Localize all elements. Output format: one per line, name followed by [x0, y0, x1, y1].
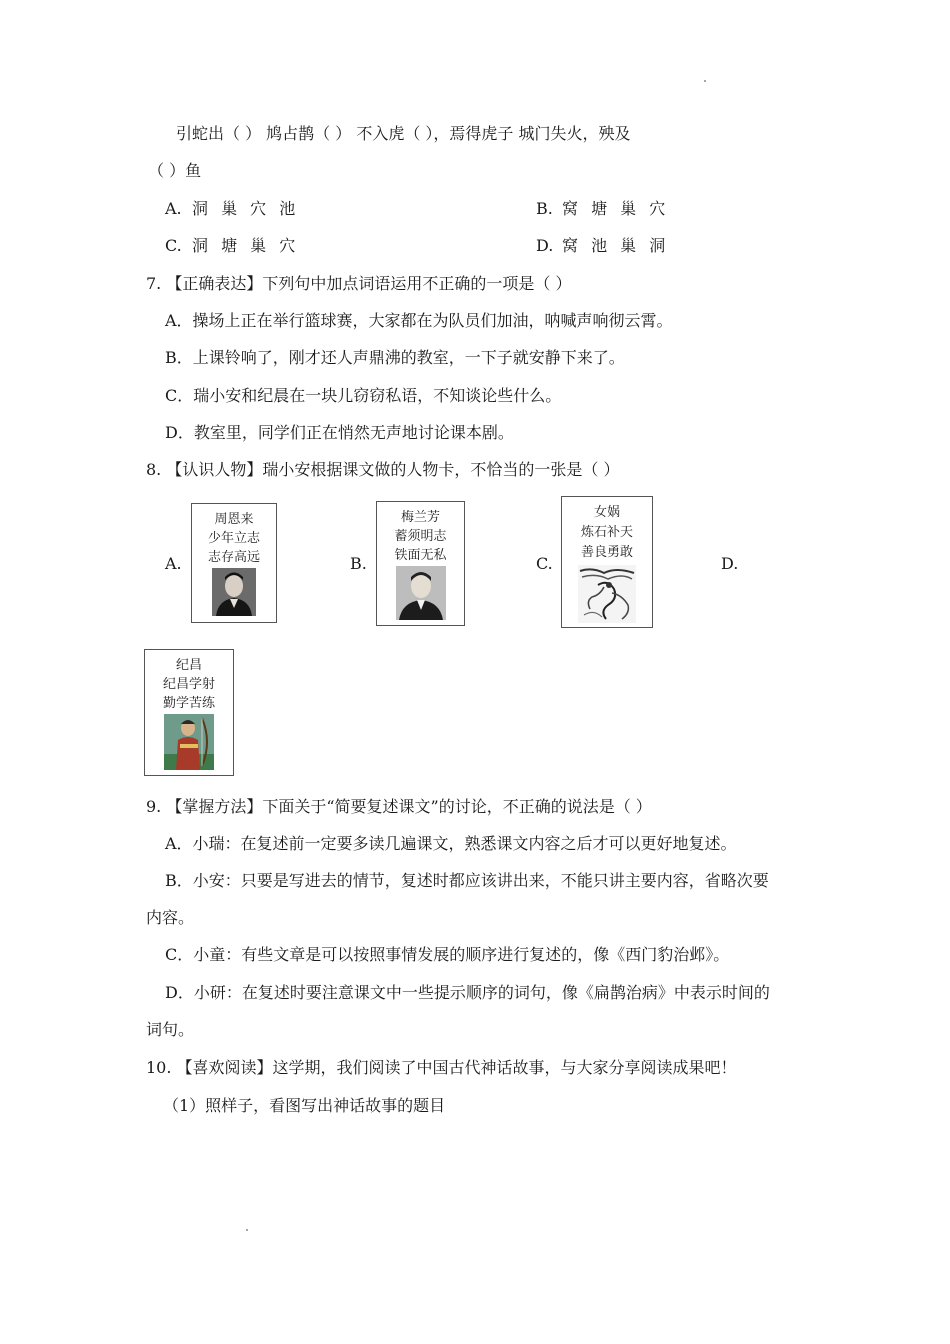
q10-stem: 10. 【喜欢阅读】这学期，我们阅读了中国古代神话故事，与大家分享阅读成果吧！	[146, 1058, 737, 1077]
q7-option-c: C．瑞小安和纪晨在一块儿窃窃私语，不知谈论些什么。	[165, 386, 562, 405]
card-c-line2: 炼石补天	[580, 525, 633, 540]
card-d-name: 纪昌	[175, 658, 202, 673]
q6-option-c-text: 洞 塘 巢 穴	[192, 236, 296, 255]
portrait-zhou-enlai-image	[212, 568, 256, 616]
q7-option-a: A．操场上正在举行篮球赛，大家都在为队员们加油，呐喊声响彻云霄。	[165, 311, 673, 330]
card-c-name: 女娲	[593, 505, 620, 520]
q8-option-d-label: D.	[721, 554, 739, 573]
q7-stem: 7. 【正确表达】下列句中加点词语运用不正确的一项是（ ）	[146, 274, 572, 293]
q7-option-b: B．上课铃响了，刚才还人声鼎沸的教室，一下子就安静下来了。	[165, 348, 625, 367]
illustration-nuwa-image	[578, 565, 636, 623]
card-a-name: 周恩来	[214, 512, 254, 527]
portrait-mei-lanfang-image	[396, 566, 446, 620]
q8-option-b-label: B.	[350, 554, 367, 573]
card-b-name: 梅兰芳	[400, 510, 440, 525]
card-a-line3: 志存高远	[207, 550, 260, 565]
q9-option-b-line2: 内容。	[146, 908, 195, 927]
q7-option-d: D．教室里，同学们正在悄然无声地讨论课本剧。	[165, 423, 514, 442]
page-mark-bottom	[246, 1229, 248, 1231]
card-d-line3: 勤学苦练	[162, 696, 215, 711]
q9-stem: 9. 【掌握方法】下面关于“简要复述课文”的讨论，不正确的说法是（ ）	[146, 797, 652, 816]
q9-option-b-line1: B．小安：只要是写进去的情节，复述时都应该讲出来，不能只讲主要内容，省略次要	[165, 871, 769, 890]
card-d-line2: 纪昌学射	[162, 677, 215, 692]
q9-option-d-line1: D．小研：在复述时要注意课文中一些提示顺序的词句，像《扁鹊治病》中表示时间的	[165, 983, 770, 1002]
q6-option-c-label: C.	[165, 236, 182, 255]
q6-option-d-text: 窝 池 巢 洞	[562, 236, 666, 255]
card-a-line2: 少年立志	[207, 531, 260, 546]
illustration-jichang-image	[164, 714, 214, 770]
card-b-line3: 铁面无私	[394, 548, 447, 563]
page-mark-top	[704, 80, 706, 82]
q6-line1: 引蛇出（ ） 鸠占鹊（ ） 不入虎（ ），焉得虎子 城门失火，殃及	[176, 124, 631, 143]
q10-sub1: （1）照样子，看图写出神话故事的题目	[163, 1096, 446, 1115]
q6-option-d-label: D.	[536, 236, 554, 255]
q6-option-b-label: B.	[536, 199, 553, 218]
person-card-a	[191, 503, 277, 623]
q8-option-c-label: C.	[536, 554, 553, 573]
q9-option-c: C．小童：有些文章是可以按照事情发展的顺序进行复述的，像《西门豹治邺》。	[165, 945, 730, 964]
q6-option-a-text: 洞 巢 穴 池	[192, 199, 296, 218]
card-c-line3: 善良勇敢	[580, 545, 633, 560]
q9-option-d-line2: 词句。	[146, 1020, 195, 1039]
person-card-d	[144, 649, 234, 776]
q8-option-a-label: A.	[165, 554, 182, 573]
person-card-b	[376, 501, 465, 626]
q6-option-a-label: A.	[165, 199, 182, 218]
card-b-line2: 蓄须明志	[394, 529, 447, 544]
q8-stem: 8. 【认识人物】瑞小安根据课文做的人物卡，不恰当的一张是（ ）	[146, 460, 620, 479]
q6-option-b-text: 窝 塘 巢 穴	[562, 199, 666, 218]
q6-line2: （ ）鱼	[148, 161, 202, 180]
q9-option-a: A．小瑞：在复述前一定要多读几遍课文，熟悉课文内容之后才可以更好地复述。	[165, 834, 737, 853]
person-card-c	[561, 496, 653, 628]
